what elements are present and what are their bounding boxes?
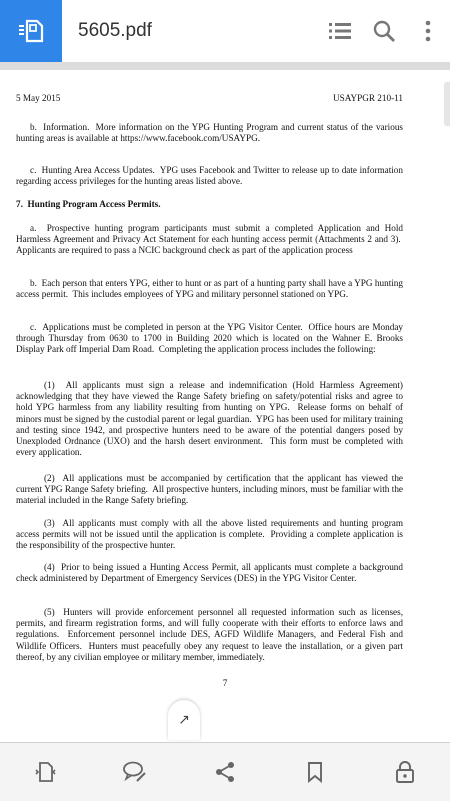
toolbar-gap bbox=[0, 62, 450, 70]
lock-icon[interactable] bbox=[385, 752, 425, 792]
search-icon[interactable] bbox=[362, 0, 406, 62]
subparagraph-2: (2) All applications must be accompanied by certification that the applicant has viewed the current YPG Range Safety briefing. All prospective hunters, including minors, must be familiar with the material included in the Range Safety briefing. bbox=[16, 473, 403, 506]
paragraph-b-information: b. Information. More information on the YPG Hunting Program and current status of the various hunting areas is available at https://www.facebook.com/USAYPG. bbox=[16, 122, 403, 144]
more-vert-icon[interactable] bbox=[406, 0, 450, 62]
bottom-toolbar bbox=[0, 742, 450, 801]
bookmark-icon[interactable] bbox=[295, 752, 335, 792]
section-7-heading: 7. Hunting Program Access Permits. bbox=[16, 199, 161, 209]
subparagraph-4: (4) Prior to being issued a Hunting Access Permit, all applicants must complete a background check administered by Department of Emergency Services (DES) in the YPG Visitor Center. bbox=[16, 562, 403, 584]
document-date: 5 May 2015 bbox=[16, 93, 61, 103]
expand-arrow-icon: ↗ bbox=[178, 712, 190, 728]
share-icon[interactable] bbox=[205, 752, 245, 792]
expand-tab-button[interactable] bbox=[168, 700, 200, 740]
comment-icon[interactable] bbox=[115, 752, 155, 792]
page-header bbox=[16, 93, 403, 104]
document-code: USAYPGR 210-11 bbox=[332, 93, 403, 103]
subparagraph-5: (5) Hunters will provide enforcement personnel all requested information such as licenses, permits, and firearm registration forms, and will fully cooperate with their efforts to enforce laws and regulations. Enforcement personnel include DES, AGFD Wildlife Managers, and Federal Fish and Wildlife Officers. Hunters must peacefully obey any request to leave the installation, or a given part thereof, by any civilian employee or military member, immediately. bbox=[16, 607, 403, 662]
paragraph-7c: c. Applications must be completed in person at the YPG Visitor Center. Office hours are Monday through Thursday from 0630 to 1700 in Building 2020 which is located on the Wahner E. Brooks Display Park off Imperial Dam Road. Completing the application process includes the following: bbox=[16, 322, 403, 355]
page-number: 7 bbox=[222, 678, 228, 688]
list-icon[interactable] bbox=[318, 0, 362, 62]
paragraph-c-access-updates: c. Hunting Area Access Updates. YPG uses Facebook and Twitter to release up to date information regarding access privileges for the hunting areas listed above. bbox=[16, 165, 403, 187]
subparagraph-3: (3) All applicants must comply with all the above listed requirements and hunting program access permits will not be issued until the application is complete. Providing a complete application is the responsibility of the prospective hunter. bbox=[16, 518, 403, 551]
pdf-file-icon[interactable] bbox=[0, 0, 62, 62]
edit-document-icon[interactable] bbox=[25, 752, 65, 792]
scroll-handle[interactable] bbox=[444, 82, 450, 126]
paragraph-7a: a. Prospective hunting program participants must submit a completed Application and Hold Harmless Agreement and Privacy Act Statement for each hunting access permit (Attachments 2 and 3). Applicants are required to pass a NCIC background check as part of the application process bbox=[16, 223, 403, 256]
app-bar bbox=[0, 0, 450, 62]
subparagraph-1: (1) All applicants must sign a release and indemnification (Hold Harmless Agreement) acknowledging that they have viewed the Range Safety briefing on safety/potential risks and agree to hold YPG harmless from any liability resulting from hunting on YPG. Release forms on behalf of minors must be signed by the custodial parent or legal guardian. YPG has been used for military training and testing since 1942, and prospective hunters need to be aware of the potential dangers posed by Unexploded Ordnance (UXO) and the harsh desert environment. This form must be completed with every application. bbox=[16, 380, 403, 458]
pdf-page[interactable] bbox=[0, 70, 450, 742]
paragraph-7b: b. Each person that enters YPG, either to hunt or as part of a hunting party shall have a YPG hunting access permit. This includes employees of YPG and military personnel stationed on YPG. bbox=[16, 278, 403, 300]
document-title: 5605.pdf bbox=[78, 20, 152, 41]
